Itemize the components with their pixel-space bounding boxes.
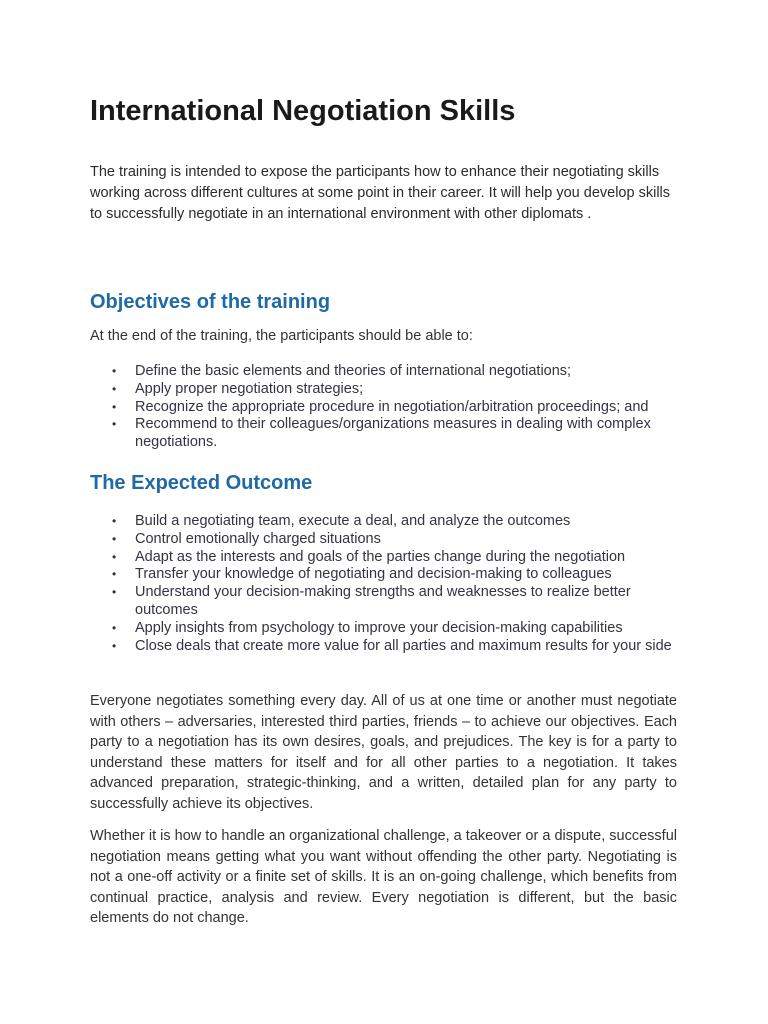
list-item: [90, 584, 677, 620]
list-item: [90, 513, 677, 531]
outcome-heading: The Expected Outcome: [90, 472, 313, 494]
list-item-text: Close deals that create more value for all parties and maximum results for your side: [135, 637, 672, 654]
list-item: [90, 399, 677, 417]
bullet-icon: •: [112, 417, 117, 432]
list-item: [90, 638, 677, 656]
list-item-text: Build a negotiating team, execute a deal, and analyze the outcomes: [135, 513, 571, 529]
bullet-icon: •: [112, 514, 117, 528]
bullet-icon: •: [112, 585, 117, 600]
list-item-text: Transfer your knowledge of negotiating and decision-making to colleagues: [135, 566, 612, 583]
list-item-text: Recognize the appropriate procedure in negotiation/arbitration proceedings; and: [135, 398, 649, 415]
bullet-icon: •: [112, 364, 117, 378]
bullet-icon: •: [112, 549, 117, 564]
list-item-text: Apply proper negotiation strategies;: [135, 380, 364, 397]
page-title: International Negotiation Skills: [90, 95, 516, 127]
objectives-heading: Objectives of the training: [90, 291, 331, 313]
bullet-icon: •: [112, 399, 117, 414]
outcome-list: [90, 513, 677, 655]
list-item-text: Adapt as the interests and goals of the parties change during the negotiation: [135, 548, 626, 565]
bullet-icon: •: [112, 381, 117, 396]
body-paragraph: Whether it is how to handle an organizational challenge, a takeover or a dispute, successful negotiation means getting what you want without offending the other party. Negotiating is not a one-off activity or a finite set of skills. It is an on-going challenge, which benefits from continual practice, analysis and review. Every negotiation is different, but the basic elements do not change.: [90, 828, 677, 927]
bullet-icon: •: [112, 567, 117, 582]
list-item: [90, 620, 677, 638]
list-item-text: Recommend to their colleagues/organizations measures in dealing with complex negotiations.: [135, 416, 651, 451]
body-paragraph: Everyone negotiates something every day. All of us at one time or another must negotiate with others – adversaries, interested third parties, friends – to achieve our objectives. Each party to a negotiation has its own desires, goals, and prejudices. The key is for a party to understand these matters for itself and for all other parties to a negotiation. It takes advanced preparation, strategic-thinking, and a written, detailed plan for any party to successfully achieve its objectives.: [90, 693, 677, 812]
list-item-text: Apply insights from psychology to improve your decision-making capabilities: [135, 619, 623, 636]
objectives-lead: At the end of the training, the participants should be able to:: [90, 328, 473, 344]
bullet-icon: •: [112, 638, 117, 653]
list-item: [90, 416, 677, 452]
list-item: [90, 531, 677, 549]
intro-paragraph: The training is intended to expose the participants how to enhance their negotiating skills working across different cultures at some point in their career. It will help you develop skills to successfully negotiate in an international environment with other diplomats .: [90, 164, 671, 222]
list-item: [90, 549, 677, 567]
list-item-text: Understand your decision-making strengths and weaknesses to realize better outcomes: [135, 584, 631, 618]
list-item: [90, 381, 677, 399]
list-item-text: Define the basic elements and theories of international negotiations;: [135, 363, 572, 379]
list-item-text: Control emotionally charged situations: [135, 530, 381, 547]
bullet-icon: •: [112, 531, 117, 546]
objectives-list: [90, 363, 677, 452]
bullet-icon: •: [112, 620, 117, 635]
list-item: [90, 363, 677, 381]
list-item: [90, 566, 677, 584]
